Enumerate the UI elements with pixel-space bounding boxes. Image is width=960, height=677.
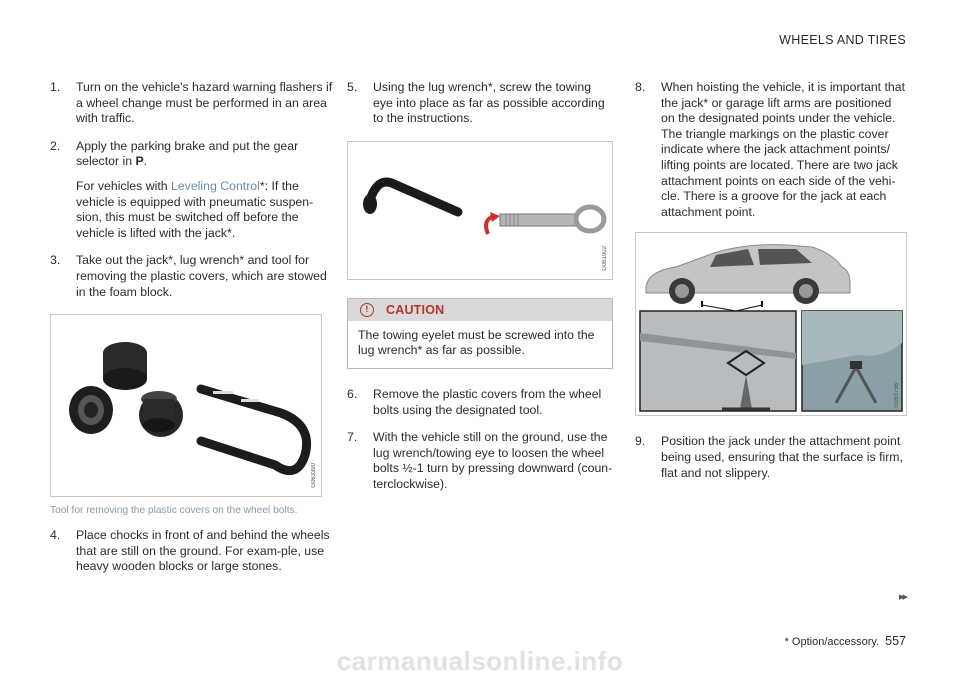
column-middle [347,80,613,505]
page-number: 557 [885,634,906,648]
figure-id: G063756 [894,382,900,408]
step-number: 8. [635,80,646,94]
step-text: Using the lug wrench*, screw the towing eye into place as far as possible according to the instructions. [373,80,605,126]
caution-header [348,299,612,321]
page-header: WHEELS AND TIRES [779,33,906,47]
step-text: Position the jack under the attachment point being used, ensuring that the surface is firm, flat and not slippery. [661,434,903,480]
step-text: When hoisting the vehicle, it is important that the jack* or garage lift arms are positioned on the designated points under the vehicle. The triangle markings on the plastic cover indicate where the jack attachment points/ lifting points are located. There are two jack attachment points on each side of the vehi-cle. There is a groove for the jack at each attachment point. [661,80,906,219]
step-number: 7. [347,430,358,445]
step-2 [50,139,336,242]
watermark: carmanualsonline.info [336,646,624,676]
column-right [635,80,907,493]
step-9 [635,434,907,481]
step-note [76,179,336,241]
figure-cover-tool [50,314,322,497]
step-6 [347,387,613,418]
footnote: * Option/accessory. [784,636,880,648]
step-number: 1. [50,80,61,94]
step-text: Remove the plastic covers from the wheel bolts using the designated tool. [373,386,602,417]
step-7 [347,430,613,492]
caution-box [347,298,613,369]
column-left [50,80,336,587]
step-text-part: . [143,154,148,169]
step-text: Take out the jack*, lug wrench* and tool for removing the plastic covers, which are stowed in the foam block. [76,253,327,299]
step-1 [50,80,336,127]
towing-eye-illustration [348,142,612,279]
figure-caption: Tool for removing the plastic covers on the wheel bolts. [50,505,298,517]
step-number: 3. [50,253,61,268]
leveling-control-link[interactable]: Leveling Control [171,178,260,193]
figure-towing-eye [347,141,613,280]
figure-id: G061902 [602,246,608,271]
jack-points-illustration [636,233,906,415]
step-number: 4. [50,528,61,543]
step-text: Turn on the vehicle's hazard warning flashers if a wheel change must be performed in an area with traffic. [76,80,333,126]
step-text: Place chocks in front of and behind the wheels that are still on the ground. For exam-ple, use heavy wooden blocks or large stones. [76,528,330,574]
caution-title: CAUTION [386,302,445,317]
gear-label: P [135,154,144,169]
step-number: 9. [635,434,646,449]
step-3 [50,253,336,300]
figure-jack-points [635,232,907,416]
warning-icon: ! [360,303,374,317]
cover-tool-illustration [51,315,321,496]
next-page-arrows-icon[interactable]: ▸▸ [898,591,906,603]
figure-id: G063390 [311,463,317,489]
step-text: With the vehicle still on the ground, use the lug wrench/towing eye to loosen the wheel bolts ½-1 turn by pressing downward (coun-terclockwise). [373,430,613,491]
step-text [76,139,336,170]
note-text: *: If the vehicle is equipped with pneumatic suspen-sion, this must be switched off before the vehicle is lifted with the jack*. [76,178,314,240]
step-number: 2. [50,138,61,153]
step-text-part: Apply the parking brake and put the gear selector in [76,138,299,169]
step-number: 6. [347,386,358,401]
step-8 [635,80,907,220]
step-4 [50,528,336,575]
step-number: 5. [347,80,358,94]
step-5 [347,80,613,127]
note-text: For vehicles with [76,178,171,193]
caution-text: The towing eyelet must be screwed into the lug wrench* as far as possible. [358,327,595,358]
